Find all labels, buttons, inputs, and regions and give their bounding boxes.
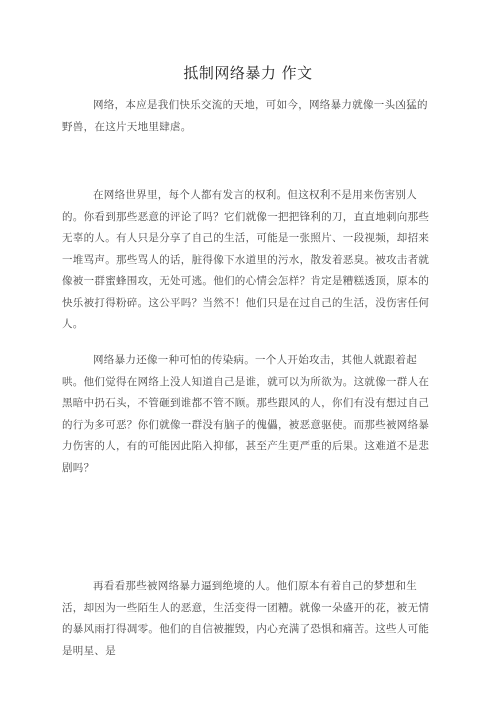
- paragraph-2: 在网络世界里，每个人都有发言的权利。但这权利不是用来伤害别人的。你看到那些恶意的评论了吗？它们就像一把把锋利的刀，直直地刺向那些无辜的人。有人只是分享了自己的生活，可能是一张照片、一段视频，却招来一堆骂声。那些骂人的话，脏得像下水道里的污水，散发着恶臭。被攻击者就像被一群蜜蜂围攻，无处可逃。他们的心情会怎样？肯定是糟糕透顶，原本的快乐被打得粉碎。这公平吗？当然不！他们只是在过自己的生活，没伤害任何人。: [62, 189, 430, 330]
- paragraph-4: 再看看那些被网络暴力逼到绝境的人。他们原本有着自己的梦想和生活，却因为一些陌生人的恶意，生活变得一团糟。就像一朵盛开的花，被无情的暴风雨打得凋零。他们的自信被摧毁，内心充满了恐惧和痛苦。这些人可能是明星、是: [62, 580, 430, 657]
- document-title: 抵制网络暴力 作文: [183, 64, 313, 82]
- paragraph-3: 网络暴力还像一种可怕的传染病。一个人开始攻击，其他人就跟着起哄。他们觉得在网络上没人知道自己是谁，就可以为所欲为。这就像一群人在黑暗中扔石头，不管砸到谁都不管不顾。那些跟风的人，你们有没有想过自己的行为多可恶？你们就像一群没有脑子的傀儡，被恶意驱使。而那些被网络暴力伤害的人，有的可能因此陷入抑郁，甚至产生更严重的后果。这难道不是悲剧吗？: [62, 354, 430, 474]
- paragraph-1: 网络，本应是我们快乐交流的天地，可如今，网络暴力就像一头凶猛的野兽，在这片天地里肆虐。: [62, 99, 428, 133]
